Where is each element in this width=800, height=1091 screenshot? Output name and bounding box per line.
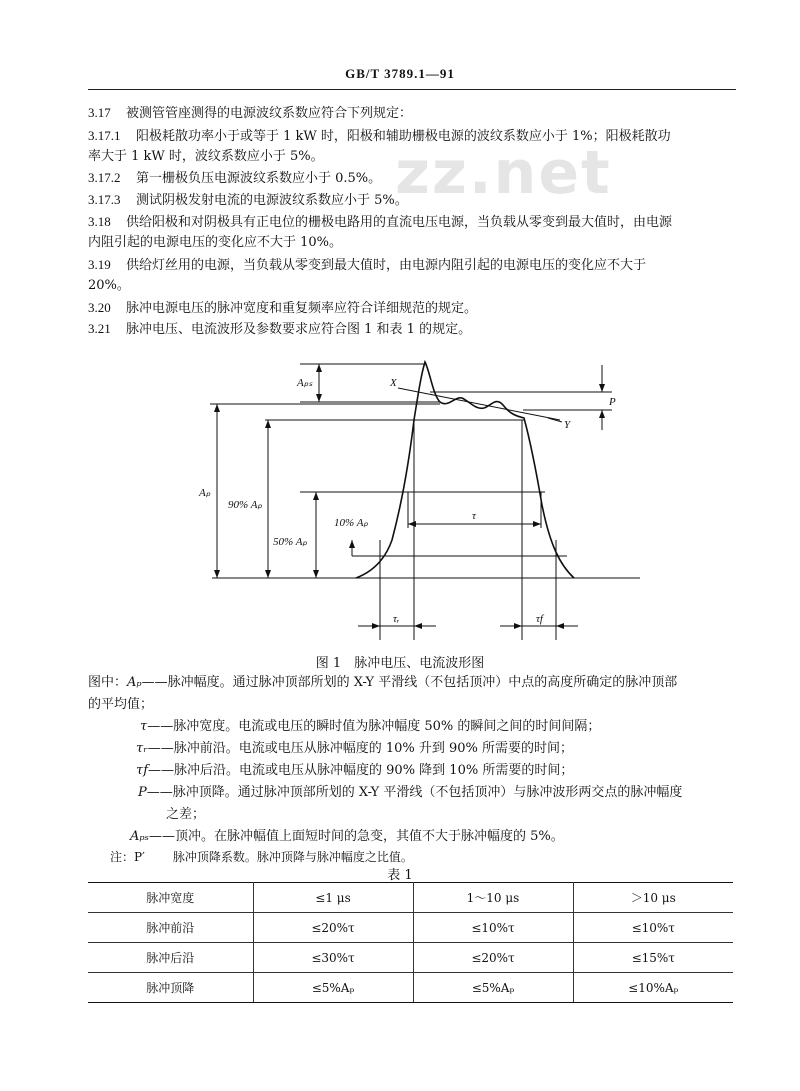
clause-text: 供给灯丝用的电源，当负载从零变到最大值时，由电源内阻引起的电源电压的变化应不大于 xyxy=(126,258,647,273)
clause-continuation: 率大于 1 kW 时，波纹系数应小于 5%。 xyxy=(88,149,324,164)
table-cell: ≤5%Aₚ xyxy=(253,973,413,1003)
arrow-head xyxy=(599,384,605,392)
legend-text: ——脉冲顶降。通过脉冲顶部所划的 X-Y 平滑线（不包括顶冲）与脉冲波形两交点的脉冲幅度 xyxy=(146,785,683,800)
table-row xyxy=(88,943,733,973)
table-row xyxy=(88,883,733,913)
standard-code-header: GB/T 3789.1—91 xyxy=(345,66,455,81)
clause-text: 供给阳极和对阴极具有正电位的栅极电路用的直流电压电源，当负载从零变到最大值时，由电源 xyxy=(126,215,673,230)
arrow-head xyxy=(214,570,220,578)
clause-text: 测试阴极发射电流的电源波纹系数应小于 5%。 xyxy=(136,193,408,208)
label-ap: Aₚ xyxy=(199,487,211,499)
table-cell: 脉冲顶降 xyxy=(88,973,253,1003)
arrow-head xyxy=(313,492,319,500)
arrow-head xyxy=(599,410,605,418)
label-x: X xyxy=(390,377,397,389)
arrow-head xyxy=(214,404,220,412)
arrow-head xyxy=(265,420,271,428)
legend-item-tau xyxy=(140,718,600,736)
clause-number: 3.21 xyxy=(88,321,111,336)
legend-item-tauf xyxy=(136,762,573,780)
arrow-head xyxy=(408,521,416,527)
table-cell: ≤30%τ xyxy=(253,943,413,973)
table-cell: ≤20%τ xyxy=(413,943,573,973)
legend-symbol: P xyxy=(138,785,147,800)
legend-continuation: 之差； xyxy=(166,807,206,822)
clause-continuation: 20%。 xyxy=(88,278,130,293)
label-p: P xyxy=(609,396,616,408)
table-cell: 1～10 μs xyxy=(413,883,573,913)
legend-text: ——脉冲幅度。通过脉冲顶部所划的 X-Y 平滑线（不包括顶冲）中点的高度所确定的脉冲顶部 xyxy=(141,675,678,690)
table-row xyxy=(88,973,733,1003)
clause-number: 3.18 xyxy=(88,214,111,229)
arrow-head xyxy=(533,521,541,527)
arrow-head xyxy=(313,570,319,578)
arrow-head xyxy=(514,623,522,629)
legend-symbol: Aₚₛ xyxy=(130,829,149,844)
table-cell: ≤10%τ xyxy=(413,913,573,943)
table-title: 表 1 xyxy=(387,868,413,883)
label-tauf: τf xyxy=(536,613,543,625)
clause-text: 脉冲电压、电流波形及参数要求应符合图 1 和表 1 的规定。 xyxy=(126,322,472,337)
note-text: 脉冲顶降系数。脉冲顶降与脉冲幅度之比值。 xyxy=(172,850,413,864)
clause-text: 脉冲电源电压的脉冲宽度和重复频率应符合详细规范的规定。 xyxy=(126,301,478,316)
arrow-head xyxy=(265,570,271,578)
legend-intro: 图中： xyxy=(88,675,128,690)
table-cell: 脉冲前沿 xyxy=(88,913,253,943)
figure-caption: 图 1 脉冲电压、电流波形图 xyxy=(315,656,485,671)
arrow-head xyxy=(316,364,322,372)
label-y: Y xyxy=(564,419,571,431)
legend-symbol: Aₚ xyxy=(127,675,142,690)
clause-number: 3.17.2 xyxy=(88,170,121,185)
table-cell: ≤10%Aₚ xyxy=(573,973,733,1003)
legend-text: ——脉冲后沿。电流或电压从脉冲幅度的 90% 降到 10% 所需要的时间； xyxy=(148,763,574,778)
table-cell: ≤1 μs xyxy=(253,883,413,913)
clause-text: 阳极耗散功率小于或等于 1 kW 时，阳极和辅助栅极电源的波纹系数应小于 1%；阳极耗散功 xyxy=(136,129,671,144)
legend-symbol: τᵣ xyxy=(136,741,148,756)
table-cell: ＞10 μs xyxy=(573,883,733,913)
clause-continuation: 内阻引起的电源电压的变化应不大于 10%。 xyxy=(88,235,343,250)
legend-symbol: τ xyxy=(140,719,148,734)
legend-item-taur xyxy=(136,740,573,758)
note-label: 注：P′ xyxy=(110,850,145,864)
table-cell: 脉冲宽度 xyxy=(88,883,253,913)
clause-number: 3.17 xyxy=(88,105,111,120)
label-tau: τ xyxy=(472,510,476,522)
legend-text: ——脉冲宽度。电流或电压的瞬时值为脉冲幅度 50% 的瞬间之间的时间间隔； xyxy=(147,719,601,734)
clause-number: 3.17.1 xyxy=(88,128,121,143)
arrow-head xyxy=(349,540,355,548)
pulse-parameter-table xyxy=(88,882,733,1003)
legend-text: ——脉冲前沿。电流或电压从脉冲幅度的 10% 升到 90% 所需要的时间； xyxy=(147,741,574,756)
clause-text: 第一栅极负压电源波纹系数应小于 0.5%。 xyxy=(136,171,382,186)
clause-number: 3.19 xyxy=(88,257,111,272)
table-cell: ≤15%τ xyxy=(573,943,733,973)
legend-text: ——顶冲。在脉冲幅值上面短时间的急变，其值不大于脉冲幅度的 5%。 xyxy=(148,829,564,844)
table-cell: ≤20%τ xyxy=(253,913,413,943)
pulse-waveform xyxy=(356,362,574,578)
table-cell: 脉冲后沿 xyxy=(88,943,253,973)
arrow-head xyxy=(556,623,564,629)
table-cell: ≤5%Aₚ xyxy=(413,973,573,1003)
legend-symbol: τf xyxy=(136,763,149,778)
clause-number: 3.20 xyxy=(88,300,111,315)
label-50-percent: 50% Aₚ xyxy=(273,536,308,548)
clause-number: 3.17.3 xyxy=(88,192,121,207)
clause-text: 被测管管座测得的电源波纹系数应符合下列规定： xyxy=(126,106,413,121)
legend-item-p xyxy=(138,784,682,802)
arrow-head xyxy=(316,394,322,402)
arrow-head xyxy=(372,623,380,629)
label-10-percent: 10% Aₚ xyxy=(334,517,369,529)
label-90-percent: 90% Aₚ xyxy=(228,499,263,511)
table-row xyxy=(88,913,733,943)
legend-continuation: 的平均值； xyxy=(88,697,154,712)
label-aps: Aₚₛ xyxy=(297,377,313,389)
watermark: zz.net xyxy=(395,138,612,208)
label-taur: τᵣ xyxy=(393,613,400,625)
legend-item-aps xyxy=(130,828,564,846)
legend-item-ap xyxy=(88,674,677,692)
table-cell: ≤10%τ xyxy=(573,913,733,943)
arrow-head xyxy=(414,623,422,629)
